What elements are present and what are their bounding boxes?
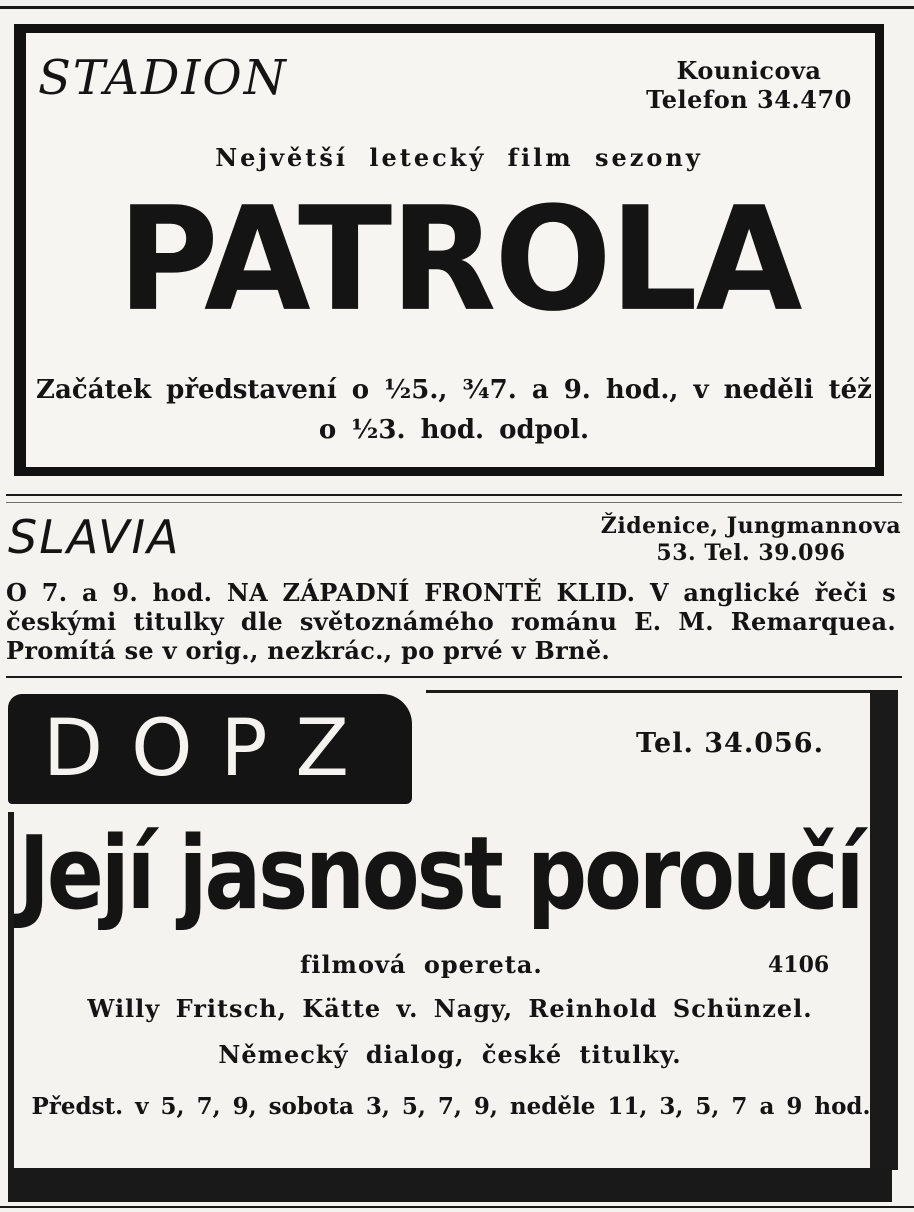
divider-bottom <box>0 1206 914 1208</box>
dopz-cinema-name: DOPZ <box>43 704 377 794</box>
dopz-code: 4106 <box>768 952 830 978</box>
dopz-showtimes: Předst. v 5, 7, 9, sobota 3, 5, 7, 9, neděle 11, 3, 5, 7 a 9 hod. <box>31 1093 871 1120</box>
slavia-listing: O 7. a 9. hod. NA ZÁPADNÍ FRONTĚ KLID. V anglické řeči s českými titulky dle světoznámého románu E. M. Remarquea. Promítá se v orig., nezkrác., po prvé v Brně. <box>6 578 896 665</box>
dopz-language: Německý dialog, české titulky. <box>218 1040 682 1069</box>
divider-top <box>0 6 914 9</box>
slavia-address: Židenice, Jungmannova 53. Tel. 39.096 <box>600 513 902 566</box>
stadion-showtimes: Začátek představení o ½5., ¾7. a 9. hod., v neděli též o ½3. hod. odpol. <box>36 375 872 445</box>
dopz-frame-bottom <box>8 1168 892 1202</box>
divider-stadion-slavia <box>6 494 902 496</box>
divider-stadion-slavia-thin <box>6 502 902 503</box>
divider-slavia-dopz <box>6 676 902 678</box>
dopz-genre: filmová opereta. <box>300 950 543 979</box>
stadion-address: Kounicova <box>676 56 822 85</box>
dopz-phone: Tel. 34.056. <box>636 728 824 759</box>
dopz-film-title: Její jasnost poroučí <box>18 814 862 932</box>
dopz-frame-top <box>426 690 874 693</box>
stadion-tagline: Největší letecký film sezony <box>215 143 703 172</box>
stadion-cinema-name: STADION <box>38 50 288 106</box>
slavia-cinema-name: SLAVIA <box>8 510 181 564</box>
dopz-cast: Willy Fritsch, Kätte v. Nagy, Reinhold Schünzel. <box>87 994 813 1023</box>
stadion-contact <box>620 56 878 114</box>
stadion-film-title: PATROLA <box>117 175 801 344</box>
stadion-phone: Telefon 34.470 <box>646 85 852 114</box>
